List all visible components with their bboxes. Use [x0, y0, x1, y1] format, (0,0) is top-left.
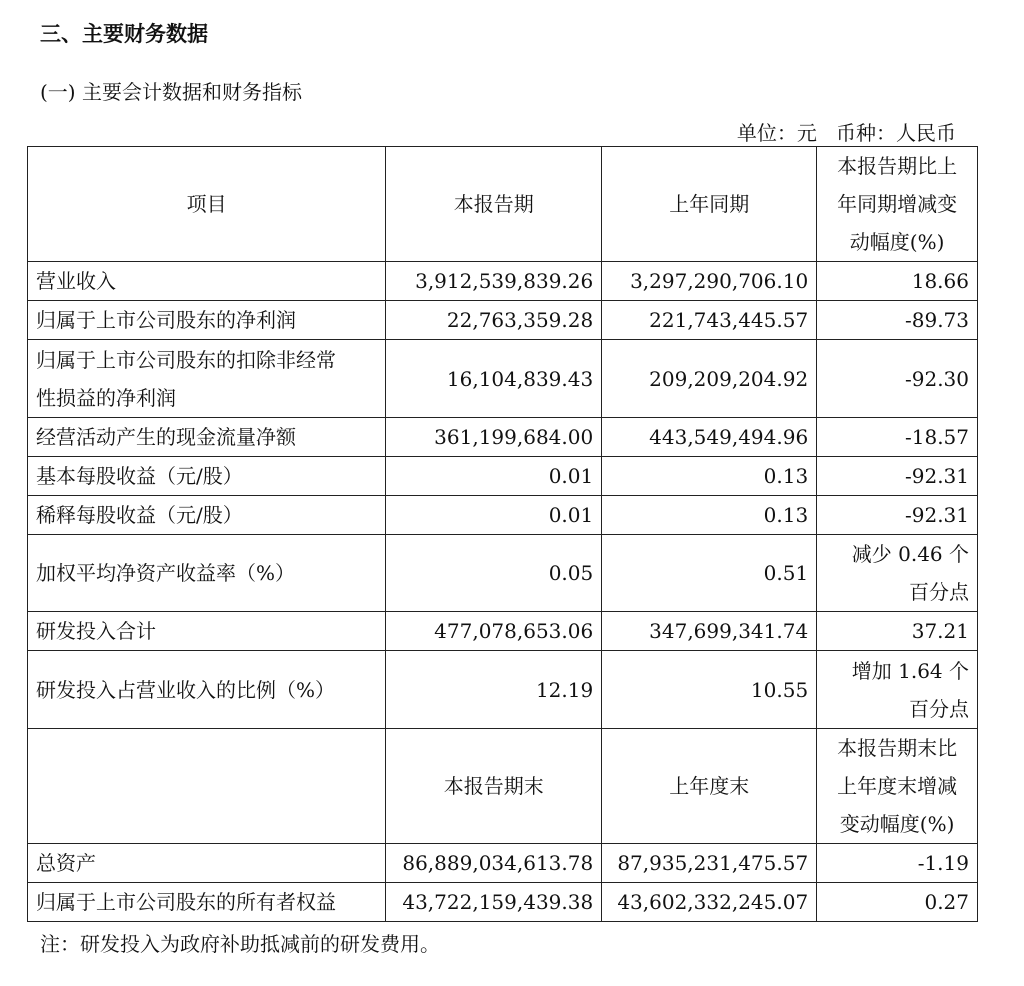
- table-row: [28, 535, 978, 612]
- row-prior: 209,209,204.92: [602, 340, 817, 418]
- row-prior: 0.13: [602, 457, 817, 496]
- row-current: 361,199,684.00: [386, 418, 602, 457]
- table-row: [28, 883, 978, 922]
- table-row: [28, 301, 978, 340]
- table-row: [28, 651, 978, 729]
- table-row: [28, 457, 978, 496]
- row-current: 3,912,539,839.26: [386, 262, 602, 301]
- row-item: 营业收入: [28, 262, 386, 301]
- row-item: 研发投入合计: [28, 612, 386, 651]
- row-change: 增加 1.64 个 百分点: [817, 651, 978, 729]
- row-current: 43,722,159,439.38: [386, 883, 602, 922]
- table-row: [28, 340, 978, 418]
- header-prior-period: 上年同期: [602, 147, 817, 262]
- row-change: 减少 0.46 个 百分点: [817, 535, 978, 612]
- row-prior: 347,699,341.74: [602, 612, 817, 651]
- row-item: 加权平均净资产收益率（%）: [28, 535, 386, 612]
- table-header-row: [28, 729, 978, 844]
- table-row: [28, 262, 978, 301]
- row-item: 归属于上市公司股东的扣除非经常 性损益的净利润: [28, 340, 386, 418]
- row-current: 477,078,653.06: [386, 612, 602, 651]
- row-item: 归属于上市公司股东的净利润: [28, 301, 386, 340]
- row-item: 稀释每股收益（元/股）: [28, 496, 386, 535]
- row-prior: 0.51: [602, 535, 817, 612]
- row-prior: 87,935,231,475.57: [602, 844, 817, 883]
- header-change-rate-end: 本报告期末比 上年度末增减 变动幅度(%): [817, 729, 978, 844]
- financial-data-table: [27, 146, 978, 922]
- header-item-empty: [28, 729, 386, 844]
- table-row: [28, 418, 978, 457]
- row-change: -92.31: [817, 457, 978, 496]
- row-prior: 3,297,290,706.10: [602, 262, 817, 301]
- table-row: [28, 612, 978, 651]
- row-current: 0.01: [386, 496, 602, 535]
- row-change: -18.57: [817, 418, 978, 457]
- table-row: [28, 496, 978, 535]
- row-prior: 0.13: [602, 496, 817, 535]
- row-change: 0.27: [817, 883, 978, 922]
- row-prior: 443,549,494.96: [602, 418, 817, 457]
- row-prior: 10.55: [602, 651, 817, 729]
- row-change: -1.19: [817, 844, 978, 883]
- row-item: 经营活动产生的现金流量净额: [28, 418, 386, 457]
- header-prior-year-end: 上年度末: [602, 729, 817, 844]
- row-change: -92.31: [817, 496, 978, 535]
- row-prior: 43,602,332,245.07: [602, 883, 817, 922]
- table-header-row: [28, 147, 978, 262]
- header-current-period: 本报告期: [386, 147, 602, 262]
- row-item: 总资产: [28, 844, 386, 883]
- footnote: 注：研发投入为政府补助抵减前的研发费用。: [40, 932, 440, 956]
- row-current: 16,104,839.43: [386, 340, 602, 418]
- subsection-title: (一) 主要会计数据和财务指标: [40, 80, 302, 104]
- row-item: 归属于上市公司股东的所有者权益: [28, 883, 386, 922]
- row-item: 基本每股收益（元/股）: [28, 457, 386, 496]
- row-current: 86,889,034,613.78: [386, 844, 602, 883]
- row-current: 0.01: [386, 457, 602, 496]
- unit-currency-line: 单位：元 币种：人民币: [736, 121, 956, 145]
- row-change: -92.30: [817, 340, 978, 418]
- row-item: 研发投入占营业收入的比例（%）: [28, 651, 386, 729]
- header-change-rate: 本报告期比上 年同期增减变 动幅度(%): [817, 147, 978, 262]
- row-change: 18.66: [817, 262, 978, 301]
- header-item: 项目: [28, 147, 386, 262]
- row-prior: 221,743,445.57: [602, 301, 817, 340]
- row-current: 22,763,359.28: [386, 301, 602, 340]
- header-period-end: 本报告期末: [386, 729, 602, 844]
- row-change: 37.21: [817, 612, 978, 651]
- row-current: 12.19: [386, 651, 602, 729]
- row-current: 0.05: [386, 535, 602, 612]
- row-change: -89.73: [817, 301, 978, 340]
- table-row: [28, 844, 978, 883]
- section-title: 三、主要财务数据: [40, 22, 208, 46]
